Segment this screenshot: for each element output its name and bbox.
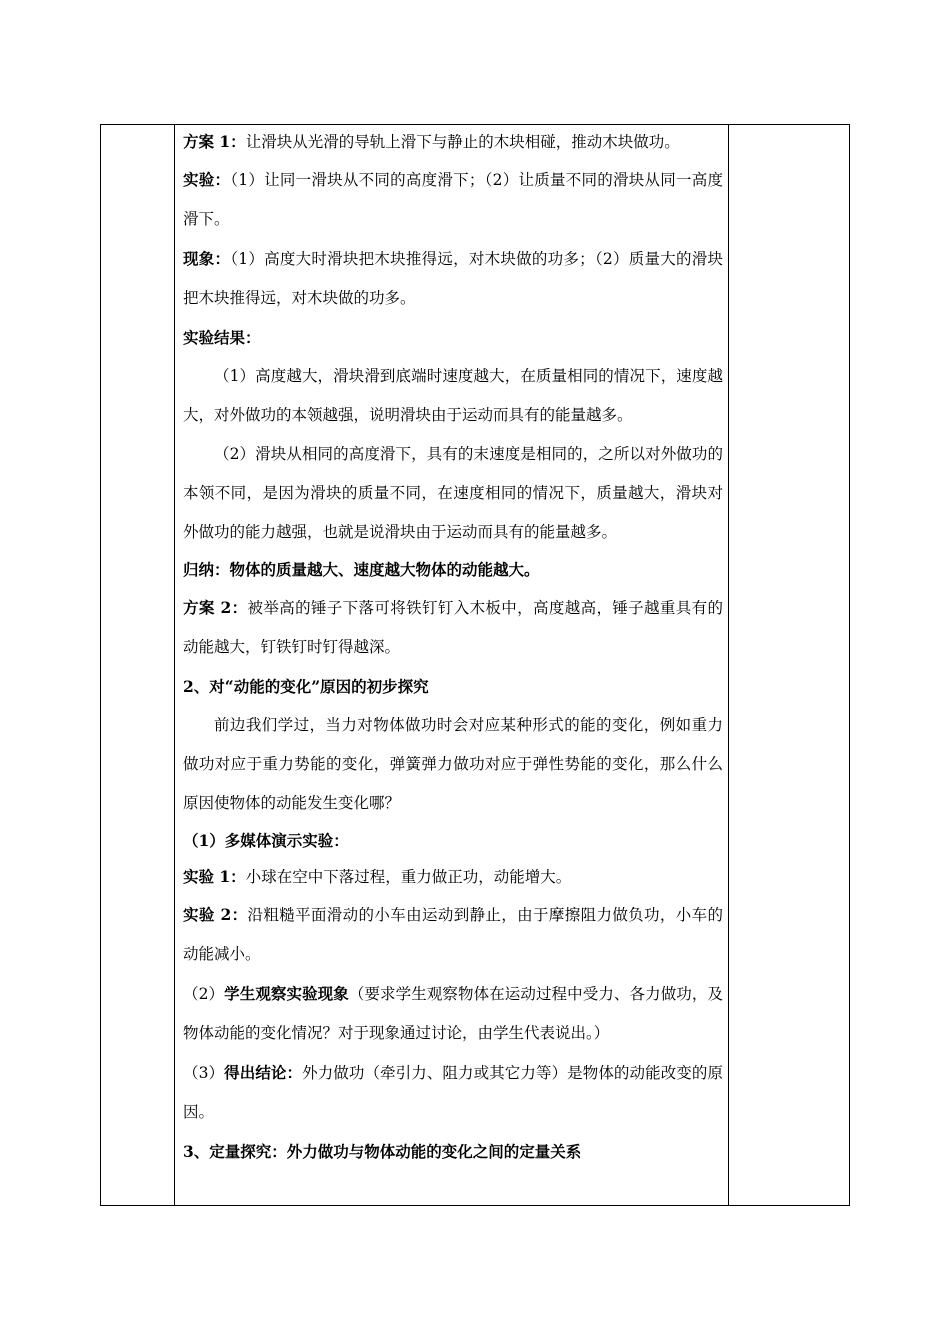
experiment-result-heading: 实验结果： [183,328,261,347]
column-divider-left [174,125,175,1205]
experiment-1: 实验 1：小球在空中下落过程，重力做正功，动能增大。 [183,867,572,886]
section-2-intro: 前边我们学过，当力对物体做功时会对应某种形式的能的变化，例如重力做功对应于重力势能的变化，弹簧弹力做功对应于弹性势能的变化，那么什么原因使物体的动能发生变化哪？ [183,716,723,812]
experiment: 实验：（1）让同一滑块从不同的高度滑下；（2）让质量不同的滑块从同一高度滑下。 [183,170,723,228]
experiment-2: 实验 2：沿粗糙平面滑动的小车由运动到静止，由于摩擦阻力做负功，小车的动能减小。 [183,905,723,963]
student-observation: （2）学生观察实验现象（要求学生观察物体在运动过程中受力、各力做功，及物体动能的变化情况？对于现象通过讨论，由学生代表说出。） [183,984,723,1042]
summary: 归纳：物体的质量越大、速度越大物体的动能越大。 [183,560,540,579]
section-3-heading: 3、定量探究：外力做功与物体动能的变化之间的定量关系 [183,1142,582,1161]
section-2-heading: 2、对“动能的变化”原因的初步探究 [183,677,429,696]
multimedia-demo-heading: （1）多媒体演示实验： [183,831,349,850]
result-1: （1）高度越大，滑块滑到底端时速度越大，在质量相同的情况下，速度越大，对外做功的本领越强，说明滑块由于运动而具有的能量越多。 [183,367,723,424]
phenomenon: 现象：（1）高度大时滑块把木块推得远，对木块做的功多；（2）质量大的滑块把木块推得远，对木块做的功多。 [183,249,723,307]
result-2: （2）滑块从相同的高度滑下，具有的末速度是相同的，之所以对外做功的本领不同，是因为滑块的质量不同，在速度相同的情况下，质量越大，滑块对外做功的能力越强，也就是说滑块由于运动而具有的能量越多。 [183,445,723,541]
lesson-content [183,124,723,1171]
plan-2: 方案 2：被举高的锤子下落可将铁钉钉入木板中，高度越高，锤子越重具有的动能越大，钉铁钉时钉得越深。 [183,598,723,656]
plan-1: 方案 1：让滑块从光滑的导轨上滑下与静止的木块相碰，推动木块做功。 [183,132,680,151]
conclusion: （3）得出结论：外力做功（牵引力、阻力或其它力等）是物体的动能改变的原因。 [183,1063,723,1121]
column-divider-right [728,125,729,1205]
